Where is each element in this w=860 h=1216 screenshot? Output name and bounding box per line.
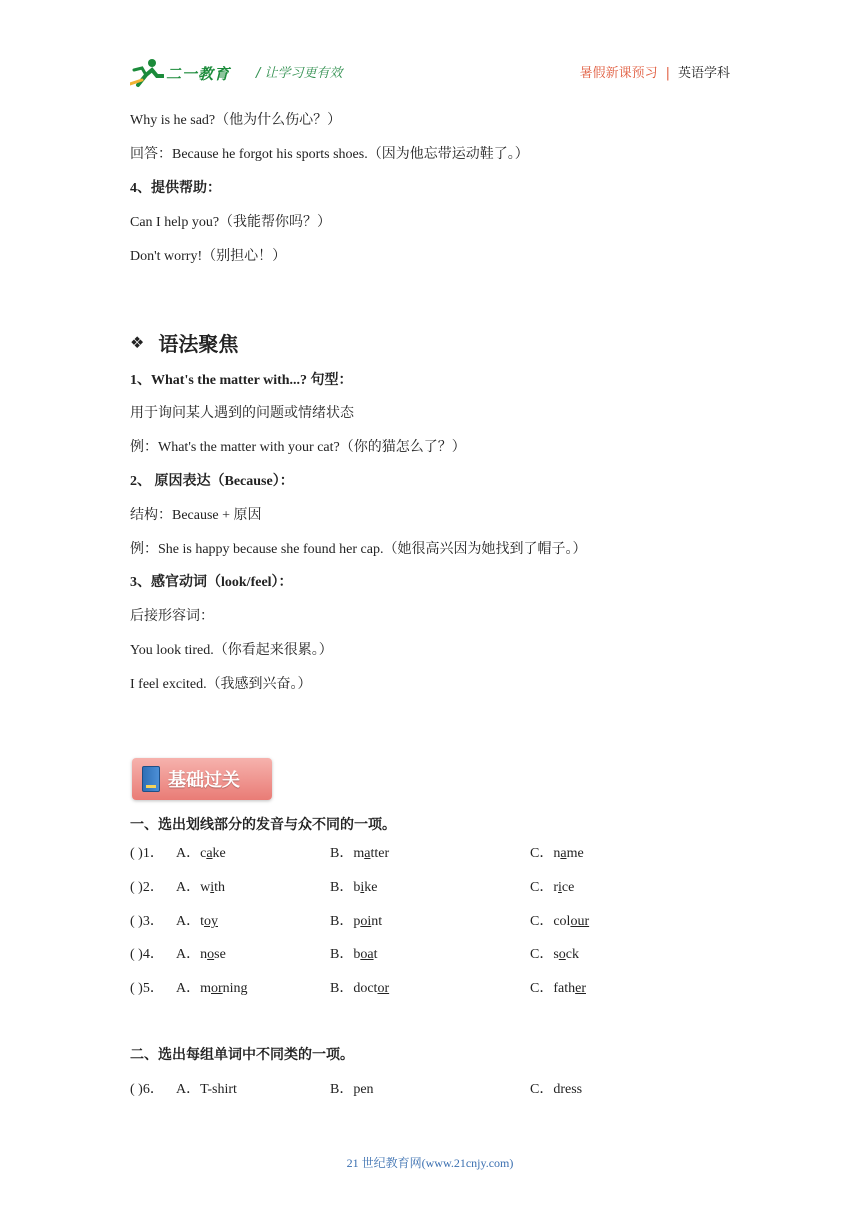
- intro-line: Can I help you?（我能帮你吗？）: [130, 215, 332, 230]
- option-a: A．nose: [176, 947, 226, 962]
- grammar-line: I feel excited.（我感到兴奋。）: [130, 677, 312, 692]
- grammar-section-title: [130, 328, 238, 357]
- grammar-title-text: 语法聚焦: [158, 332, 239, 356]
- exercise-2-title: 二、选出每组单词中不同类的一项。: [130, 1048, 354, 1063]
- book-icon: [142, 766, 160, 792]
- option-b: B．bike: [330, 880, 378, 895]
- option-b: B．doctor: [330, 981, 390, 996]
- question-stem: ( )3．: [130, 914, 164, 929]
- option-c: C．name: [530, 846, 584, 861]
- grammar-line: You look tired.（你看起来很累。）: [130, 643, 333, 658]
- logo: [130, 58, 240, 88]
- question-stem: ( )6．: [130, 1082, 164, 1097]
- grammar-line: 结构：Because + 原因: [130, 508, 262, 523]
- banner-label: 基础过关: [168, 770, 240, 791]
- option-a: A．toy: [176, 914, 218, 929]
- option-c: C．father: [530, 981, 586, 996]
- option-c: C．rice: [530, 880, 575, 895]
- option-a: A．with: [176, 880, 226, 895]
- intro-line: Don't worry!（别担心！）: [130, 249, 287, 264]
- intro-line: Why is he sad?（他为什么伤心？）: [130, 113, 342, 128]
- option-a: A．cake: [176, 846, 226, 861]
- question-stem: ( )5．: [130, 981, 164, 996]
- slogan: / 让学习更有效: [256, 66, 343, 81]
- option-c: C．colour: [530, 914, 590, 929]
- logo-text: 二一教育: [166, 65, 231, 83]
- grammar-line: 用于询问某人遇到的问题或情绪状态: [130, 406, 354, 421]
- option-c: C．sock: [530, 947, 580, 962]
- runner-logo-icon: [130, 58, 164, 88]
- question-stem: ( )2．: [130, 880, 164, 895]
- option-c: C．dress: [530, 1082, 583, 1097]
- option-b: B．matter: [330, 846, 390, 861]
- grammar-heading: 2、 原因表达（Because）：: [130, 474, 294, 489]
- intro-subheading: 4、提供帮助：: [130, 181, 221, 196]
- intro-line: 回答：Because he forgot his sports shoes.（因为他忘带运动鞋了。）: [130, 147, 529, 162]
- question-stem: ( )4．: [130, 947, 164, 962]
- grammar-heading: 3、感官动词（look/feel）：: [130, 575, 293, 590]
- diamond-bullet-icon: ❖: [130, 333, 145, 352]
- grammar-line: 例：What's the matter with your cat?（你的猫怎么了？）: [130, 440, 466, 455]
- header-course-info: [580, 62, 730, 81]
- subject-label: 英语学科: [677, 66, 730, 81]
- header-separator: |: [665, 66, 670, 81]
- page-header: [130, 54, 730, 90]
- option-b: B．pen: [330, 1082, 374, 1097]
- grammar-line: 例：She is happy because she found her cap.（她很高兴因为她找到了帽子。）: [130, 542, 587, 557]
- question-stem: ( )1．: [130, 846, 164, 861]
- option-b: B．boat: [330, 947, 378, 962]
- option-b: B．point: [330, 914, 383, 929]
- option-a: A．morning: [176, 981, 248, 996]
- page-footer: 21 世纪教育网(www.21cnjy.com): [346, 1156, 514, 1170]
- option-a: A．T-shirt: [176, 1082, 237, 1097]
- basic-practice-banner: [132, 758, 272, 800]
- course-label: 暑假新课预习: [579, 66, 658, 81]
- exercise-1-title: 一、选出划线部分的发音与众不同的一项。: [130, 818, 396, 833]
- grammar-line: 后接形容词：: [130, 609, 214, 624]
- grammar-heading: 1、What's the matter with...? 句型：: [130, 373, 353, 388]
